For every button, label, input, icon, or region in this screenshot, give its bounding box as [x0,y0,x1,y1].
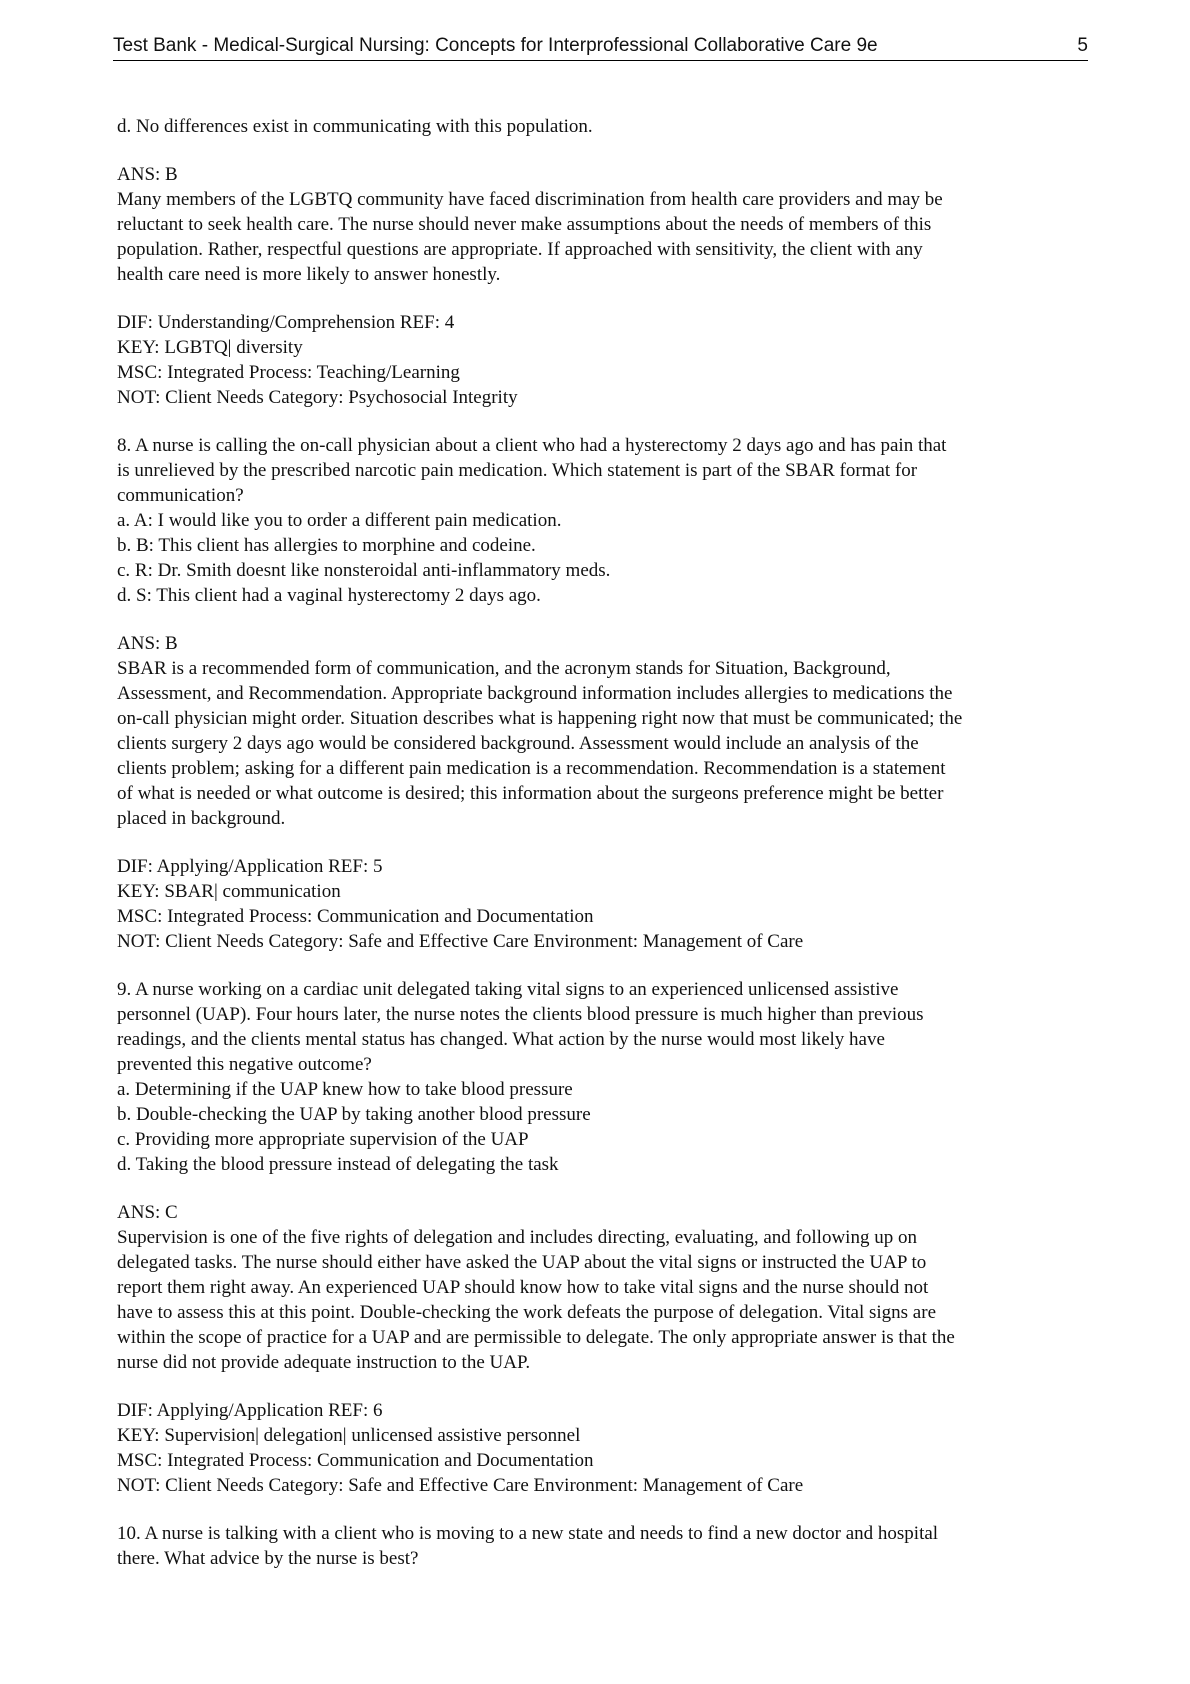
answer-line: ANS: B [117,633,178,654]
paragraph-gap [117,1498,1092,1521]
answer-line: population. Rather, respectful questions are appropriate. If approached with sensitivity, the client with any [117,239,923,260]
metadata-line: DIF: Applying/Application REF: 6 [117,1400,383,1421]
metadata-line: DIF: Applying/Application REF: 5 [117,856,383,877]
question-block [117,433,1092,608]
answer-block [117,631,1092,831]
answer-line: report them right away. An experienced UAP should know how to take vital signs and the nurse should not [117,1277,929,1298]
metadata-block [117,310,1092,410]
question-line: 9. A nurse working on a cardiac unit delegated taking vital signs to an experienced unlicensed assistive [117,979,899,1000]
paragraph-gap [117,287,1092,310]
metadata-line: MSC: Integrated Process: Communication and Documentation [117,906,594,927]
question-line: b. B: This client has allergies to morphine and codeine. [117,535,536,556]
question-line: c. Providing more appropriate supervision of the UAP [117,1129,529,1150]
answer-line: on-call physician might order. Situation describes what is happening right now that must be communicated; the [117,708,963,729]
answer-line: of what is needed or what outcome is desired; this information about the surgeons preference might be better [117,783,944,804]
answer-line: SBAR is a recommended form of communication, and the acronym stands for Situation, Background, [117,658,891,679]
answer-line: ANS: C [117,1202,178,1223]
paragraph-gap [117,954,1092,977]
page-number: 5 [1077,35,1088,56]
answer-line: reluctant to seek health care. The nurse should never make assumptions about the needs of members of this [117,214,932,235]
question-line: communication? [117,485,244,506]
running-header [113,36,1088,61]
question-line: is unrelieved by the prescribed narcotic pain medication. Which statement is part of the SBAR format for [117,460,918,481]
metadata-line: NOT: Client Needs Category: Safe and Effective Care Environment: Management of Care [117,1475,804,1496]
metadata-block [117,1398,1092,1498]
answer-line: placed in background. [117,808,286,829]
paragraph-gap [117,139,1092,162]
answer-block [117,1200,1092,1375]
question-line: readings, and the clients mental status has changed. What action by the nurse would most likely have [117,1029,885,1050]
metadata-line: MSC: Integrated Process: Teaching/Learning [117,362,460,383]
question-line: there. What advice by the nurse is best? [117,1548,419,1569]
question-line: a. Determining if the UAP knew how to take blood pressure [117,1079,573,1100]
question-block [117,1521,1092,1571]
question-line: 10. A nurse is talking with a client who is moving to a new state and needs to find a new doctor and hospital [117,1523,939,1544]
answer-line: Supervision is one of the five rights of delegation and includes directing, evaluating, and following up on [117,1227,917,1248]
metadata-line: NOT: Client Needs Category: Safe and Effective Care Environment: Management of Care [117,931,804,952]
answer-line: ANS: B [117,164,178,185]
answer-block [117,162,1092,287]
question-line: d. S: This client had a vaginal hysterectomy 2 days ago. [117,585,541,606]
answer-line: within the scope of practice for a UAP and are permissible to delegate. The only appropriate answer is that the [117,1327,955,1348]
question-line: prevented this negative outcome? [117,1054,372,1075]
question-line: a. A: I would like you to order a different pain medication. [117,510,562,531]
answer-line: nurse did not provide adequate instruction to the UAP. [117,1352,531,1373]
answer-line: delegated tasks. The nurse should either have asked the UAP about the vital signs or instructed the UAP to [117,1252,927,1273]
option-line: d. No differences exist in communicating with this population. [117,116,593,137]
question-block [117,977,1092,1177]
paragraph-gap [117,410,1092,433]
answer-line: clients problem; asking for a different pain medication is a recommendation. Recommendation is a statement [117,758,946,779]
metadata-block [117,854,1092,954]
question-line: personnel (UAP). Four hours later, the nurse notes the clients blood pressure is much higher than previous [117,1004,924,1025]
option-block [117,114,1092,139]
metadata-line: DIF: Understanding/Comprehension REF: 4 [117,312,455,333]
paragraph-gap [117,831,1092,854]
answer-line: Many members of the LGBTQ community have faced discrimination from health care providers and may be [117,189,943,210]
metadata-line: KEY: LGBTQ| diversity [117,337,303,358]
question-line: c. R: Dr. Smith doesnt like nonsteroidal anti-inflammatory meds. [117,560,611,581]
metadata-line: MSC: Integrated Process: Communication and Documentation [117,1450,594,1471]
question-line: d. Taking the blood pressure instead of delegating the task [117,1154,559,1175]
paragraph-gap [117,1177,1092,1200]
metadata-line: NOT: Client Needs Category: Psychosocial Integrity [117,387,518,408]
question-line: 8. A nurse is calling the on-call physician about a client who had a hysterectomy 2 days ago and has pain that [117,435,947,456]
paragraph-gap [117,1375,1092,1398]
document-body [117,114,1092,1571]
answer-line: health care need is more likely to answer honestly. [117,264,501,285]
answer-line: clients surgery 2 days ago would be considered background. Assessment would include an analysis of the [117,733,919,754]
question-line: b. Double-checking the UAP by taking another blood pressure [117,1104,591,1125]
metadata-line: KEY: Supervision| delegation| unlicensed assistive personnel [117,1425,581,1446]
metadata-line: KEY: SBAR| communication [117,881,341,902]
answer-line: Assessment, and Recommendation. Appropriate background information includes allergies to medications the [117,683,953,704]
header-title: Test Bank - Medical-Surgical Nursing: Concepts for Interprofessional Collaborative Care 9e [113,35,878,56]
answer-line: have to assess this at this point. Double-checking the work defeats the purpose of delegation. Vital signs are [117,1302,937,1323]
paragraph-gap [117,608,1092,631]
